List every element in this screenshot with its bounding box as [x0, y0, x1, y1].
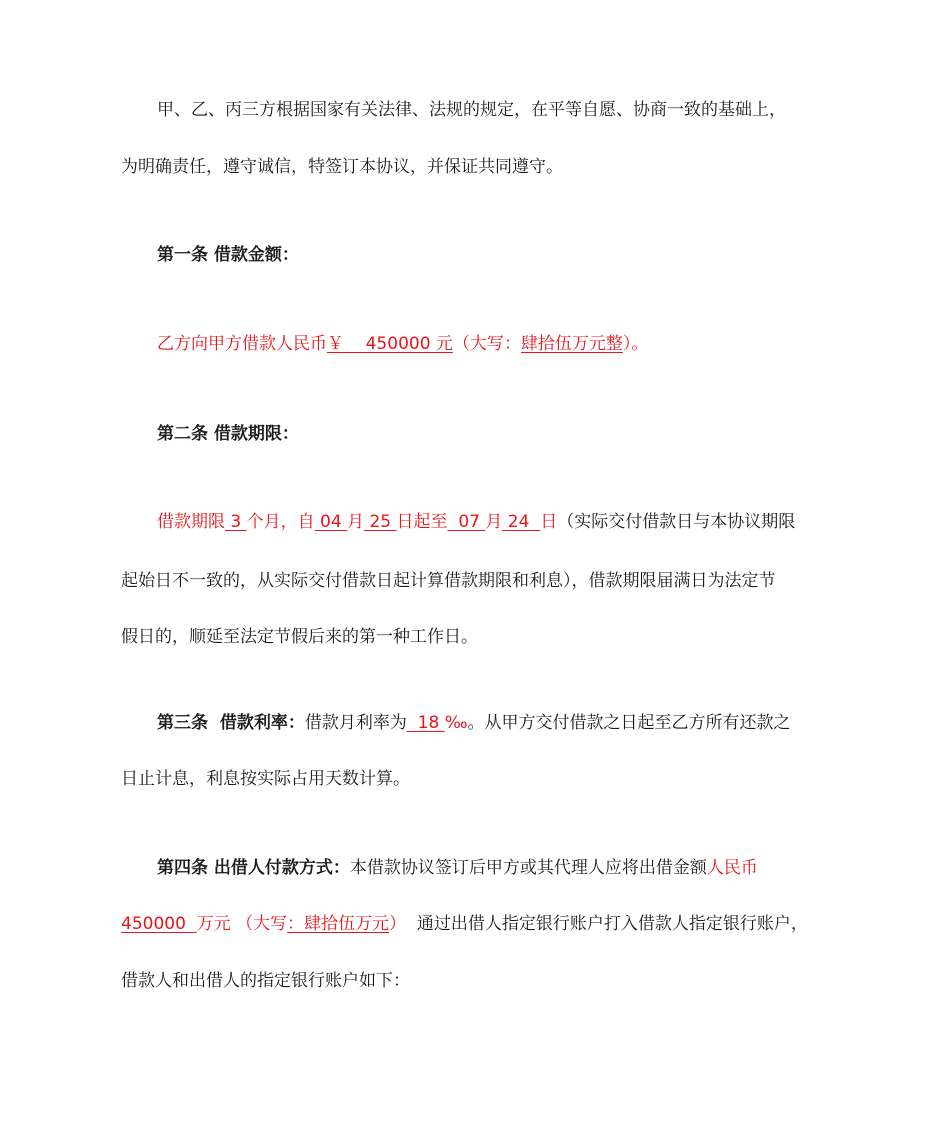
article-1-text-c: ）。	[622, 334, 649, 354]
term-end-day: 24	[502, 512, 541, 532]
term-text-5: 月	[485, 512, 503, 532]
term-tail-1: （实际交付借款日与本协议期限	[557, 512, 796, 532]
payment-red-c: ）	[389, 914, 407, 934]
term-end-month: 07	[447, 512, 486, 532]
article-1-body	[157, 332, 833, 356]
payment-amount-words: ：肆拾伍万元	[287, 914, 390, 934]
term-months: 3	[225, 512, 247, 532]
term-start-day: 25	[364, 512, 397, 532]
rate-text-b: 。从甲方交付借款之日起至乙方所有还款之	[467, 713, 791, 733]
article-2-line-1	[157, 510, 833, 534]
intro-text-2: 为明确责任，遵守诚信，特签订本协议，并保证共同遵守。	[121, 157, 563, 177]
rate-text-a: 借款月利率为	[304, 713, 407, 733]
article-1-heading-text: 第一条 借款金额：	[157, 245, 299, 265]
article-4-line-1	[157, 856, 833, 880]
article-3-line-1	[157, 711, 833, 735]
rate-unit: ‰	[444, 713, 468, 733]
article-3-heading: 第三条 借款利率：	[157, 713, 305, 733]
article-4-line-2	[121, 912, 833, 936]
article-4-line-3	[121, 969, 833, 993]
rate-line-2: 日止计息，利息按实际占用天数计算。	[121, 769, 410, 789]
payment-red-a: 人民币	[706, 858, 758, 878]
article-2-heading-text: 第二条 借款期限：	[157, 424, 299, 444]
intro-line-1	[157, 98, 833, 122]
article-1-heading	[157, 243, 833, 267]
term-text-4: 日起至	[396, 512, 448, 532]
intro-line-2	[121, 155, 833, 179]
payment-text-a: 本借款协议签订后甲方或其代理人应将出借金额	[349, 858, 707, 878]
article-3-line-2	[121, 767, 833, 791]
term-text-6: 日	[540, 512, 558, 532]
term-text-1: 借款期限	[157, 512, 225, 532]
loan-amount: ￥ 450000 元	[327, 334, 453, 354]
article-2-heading	[157, 422, 833, 446]
intro-text-1: 甲、乙、丙三方根据国家有关法律、法规的规定，在平等自愿、协商一致的基础上，	[157, 100, 786, 120]
term-line-2: 起始日不一致的，从实际交付借款日起计算借款期限和利息），借款期限届满日为法定节	[121, 571, 776, 591]
article-1-text-b: （大写：	[452, 334, 521, 354]
article-2-line-2	[121, 569, 833, 593]
term-text-2: 个月，自	[246, 512, 315, 532]
article-2-line-3	[121, 625, 833, 649]
loan-amount-words: 肆拾伍万元整	[520, 334, 623, 354]
payment-amount: 450000	[121, 914, 197, 934]
term-start-month: 04	[314, 512, 348, 532]
payment-text-b: 通过出借人指定银行账户打入借款人指定银行账户，	[406, 914, 808, 934]
article-4-heading: 第四条 出借人付款方式：	[157, 858, 350, 878]
article-1-text-a: 乙方向甲方借款人民币	[157, 334, 327, 354]
monthly-rate: 18	[406, 713, 445, 733]
payment-line-3: 借款人和出借人的指定银行账户如下：	[121, 971, 410, 991]
term-text-3: 月	[347, 512, 365, 532]
payment-red-b: 万元 （大写	[196, 914, 288, 934]
term-line-3: 假日的，顺延至法定节假后来的第一种工作日。	[121, 627, 478, 647]
